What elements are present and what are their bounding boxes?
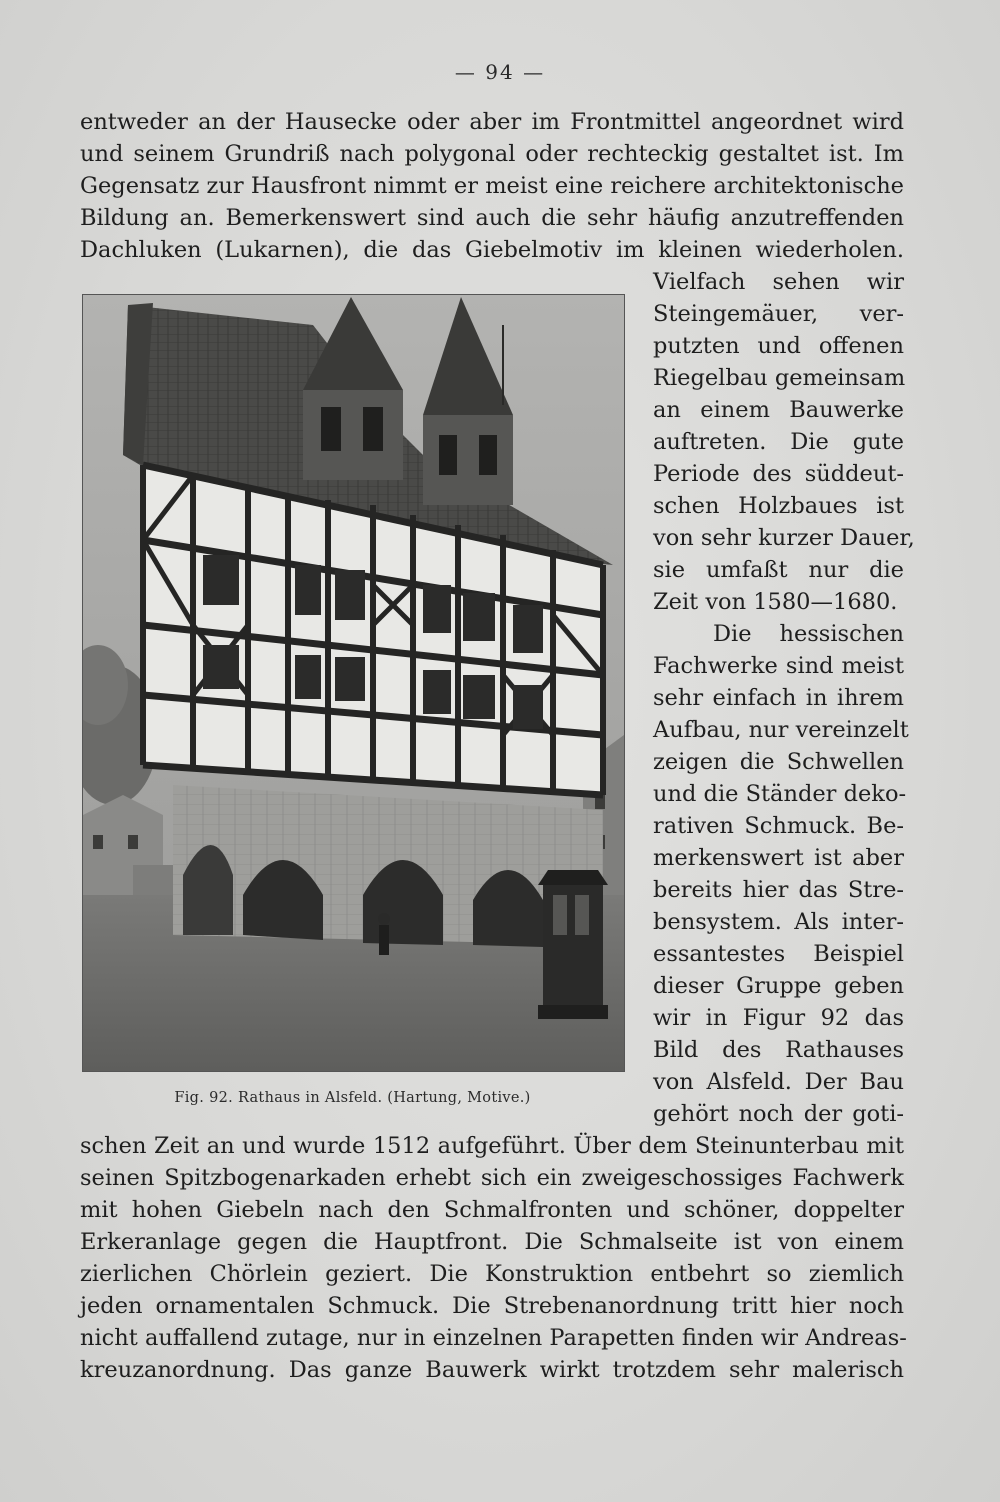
text-line: zierlichen Chörlein geziert. Die Konstruktion entbehrt so ziemlich bbox=[80, 1261, 904, 1287]
side-text-line: von Alsfeld. Der Bau bbox=[653, 1069, 904, 1095]
side-text-line: an einem Bauwerke bbox=[653, 397, 904, 423]
side-text-line: Fachwerke sind meist bbox=[653, 653, 904, 679]
side-text-line: schen Holzbaues ist bbox=[653, 493, 904, 519]
text-line: mit hohen Giebeln nach den Schmalfronten und schöner, doppelter bbox=[80, 1197, 904, 1223]
side-text-line: Riegelbau gemeinsam bbox=[653, 365, 906, 391]
side-text-line: dieser Gruppe geben bbox=[653, 973, 904, 999]
side-text-line: und die Ständer deko- bbox=[653, 781, 907, 807]
side-text-line: putzten und offenen bbox=[653, 333, 904, 359]
side-text-line: Steingemäuer, ver- bbox=[653, 301, 904, 327]
side-text-line: Bild des Rathauses bbox=[653, 1037, 904, 1063]
side-text-line: zeigen die Schwellen bbox=[653, 749, 904, 775]
text-line: Gegensatz zur Hausfront nimmt er meist eine reichere architektonische bbox=[80, 173, 904, 199]
text-line: jeden ornamentalen Schmuck. Die Strebenanordnung tritt hier noch bbox=[80, 1293, 904, 1319]
side-text-line: bensystem. Als inter- bbox=[653, 909, 904, 935]
side-text-line: Die hessischen bbox=[713, 621, 904, 647]
text-line: schen Zeit an und wurde 1512 aufgeführt. Über dem Steinunterbau mit bbox=[80, 1133, 904, 1159]
text-line: nicht auffallend zutage, nur in einzelnen Parapetten finden wir Andreas- bbox=[80, 1325, 907, 1351]
side-text-line: auftreten. Die gute bbox=[653, 429, 904, 455]
side-text-line: Vielfach sehen wir bbox=[653, 269, 904, 295]
figure-caption: Fig. 92. Rathaus in Alsfeld. (Hartung, Motive.) bbox=[174, 1090, 531, 1106]
side-text-line: rativen Schmuck. Be- bbox=[653, 813, 904, 839]
side-text-line: Zeit von 1580—1680. bbox=[653, 589, 898, 615]
text-line: entweder an der Hausecke oder aber im Frontmittel angeordnet wird bbox=[80, 109, 904, 135]
text-line: Bildung an. Bemerkenswert sind auch die sehr häufig anzutreffenden bbox=[80, 205, 904, 231]
side-text-line: sehr einfach in ihrem bbox=[653, 685, 904, 711]
side-text-line: wir in Figur 92 das bbox=[653, 1005, 904, 1031]
figure-photo-rathaus-alsfeld bbox=[82, 294, 625, 1072]
side-text-line: Aufbau, nur vereinzelt bbox=[653, 717, 909, 743]
side-text-line: von sehr kurzer Dauer, bbox=[653, 525, 915, 551]
page-number: — 94 — bbox=[454, 60, 546, 84]
person-figure bbox=[378, 913, 390, 955]
side-text-line: Periode des süddeut- bbox=[653, 461, 904, 487]
side-text-line: essantestes Beispiel bbox=[653, 941, 904, 967]
side-text-line: bereits hier das Stre- bbox=[653, 877, 904, 903]
text-line: und seinem Grundriß nach polygonal oder rechteckig gestaltet ist. Im bbox=[80, 141, 904, 167]
side-text-line: sie umfaßt nur die bbox=[653, 557, 904, 583]
side-text-line: merkenswert ist aber bbox=[653, 845, 904, 871]
text-line: Dachluken (Lukarnen), die das Giebelmotiv im kleinen wiederholen. bbox=[80, 237, 904, 263]
advertising-column bbox=[538, 870, 608, 1019]
side-text-line: gehört noch der goti- bbox=[653, 1101, 904, 1127]
text-line: Erkeranlage gegen die Hauptfront. Die Schmalseite ist von einem bbox=[80, 1229, 904, 1255]
text-line: seinen Spitzbogenarkaden erhebt sich ein zweigeschossiges Fachwerk bbox=[80, 1165, 904, 1191]
text-line: kreuzanordnung. Das ganze Bauwerk wirkt trotzdem sehr malerisch bbox=[80, 1357, 904, 1383]
